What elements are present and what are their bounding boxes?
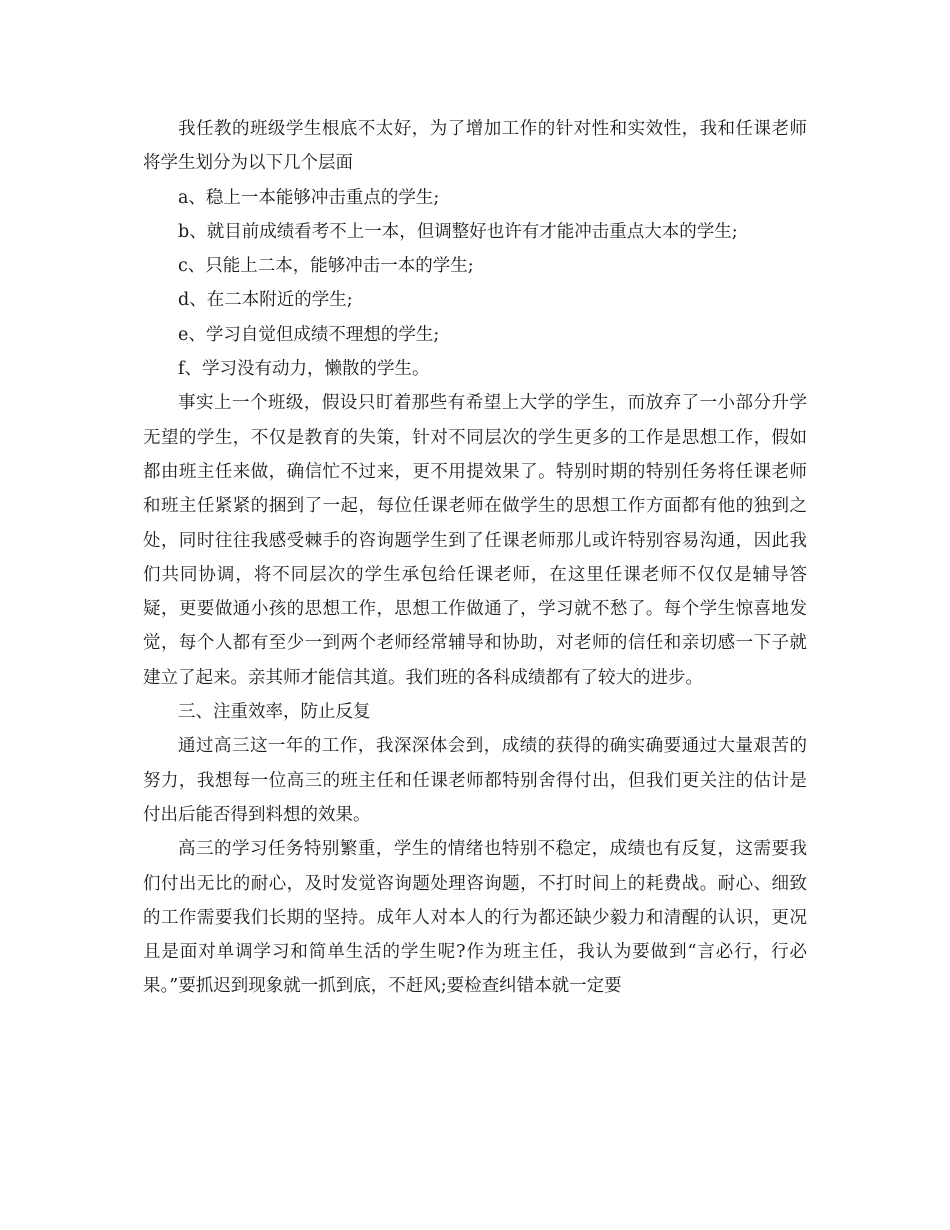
list-item-c: c、只能上二本，能够冲击一本的学生;	[178, 256, 474, 277]
paragraph-patience: 高三的学习任务特别繁重，学生的情绪也特别不稳定，成绩也有反复，这需要我们付出无比的耐心，及时发觉咨询题处理咨询题，不打时间上的耗费战。耐心、细致的工作需要我们长期的坚持。成年人对本人的行为都还缺少毅力和清醒的认识，更况且是面对单调学习和简单生活的学生呢?作为班主任，我认为要做到“言必行，行必果。”要抓迟到现象就一抓到底，不赶风;要检查纠错本就一定要	[143, 839, 807, 997]
list-item-f: f、学习没有动力，懒散的学生。	[178, 359, 430, 380]
list-item-b: b、就目前成绩看考不上一本，但调整好也许有才能冲击重点大本的学生;	[178, 221, 738, 242]
list-item-d: d、在二本附近的学生;	[178, 290, 353, 311]
list-item-a: a、稳上一本能够冲击重点的学生;	[178, 187, 440, 208]
section-heading-efficiency: 三、注重效率，防止反复	[178, 702, 371, 723]
paragraph-effort: 通过高三这一年的工作，我深深体会到，成绩的获得的确实确要通过大量艰苦的努力，我想每一位高三的班主任和任课老师都特别舍得付出，但我们更关注的估计是付出后能否得到料想的效果。	[143, 736, 807, 825]
paragraph-intro: 我任教的班级学生根底不太好，为了增加工作的针对性和实效性，我和任课老师将学生划分为以下几个层面	[143, 119, 807, 174]
document-body	[143, 112, 807, 1004]
list-item-e: e、学习自觉但成绩不理想的学生;	[178, 324, 440, 345]
paragraph-class-strategy: 事实上一个班级，假设只盯着那些有希望上大学的学生，而放弃了一小部分升学无望的学生，不仅是教育的失策，针对不同层次的学生更多的工作是思想工作，假如都由班主任来做，确信忙不过来，更不用提效果了。特别时期的特别任务将任课老师和班主任紧紧的捆到了一起，每位任课老师在做学生的思想工作方面都有他的独到之处，同时往往我感受棘手的咨询题学生到了任课老师那儿或许特别容易沟通，因此我们共同协调，将不同层次的学生承包给任课老师，在这里任课老师不仅仅是辅导答疑，更要做通小孩的思想工作，思想工作做通了，学习就不愁了。每个学生惊喜地发觉，每个人都有至少一到两个老师经常辅导和协助，对老师的信任和亲切感一下子就建立了起来。亲其师才能信其道。我们班的各科成绩都有了较大的进步。	[143, 393, 807, 688]
